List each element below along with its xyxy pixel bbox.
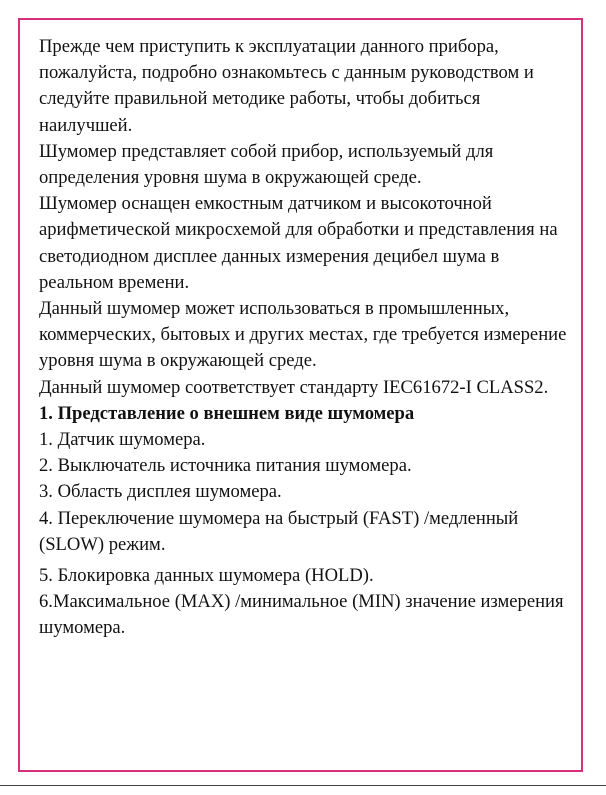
intro-paragraph: Прежде чем приступить к эксплуатации данного прибора, пожалуйста, подробно ознакомьтесь с данным руководством и следуйте правильной методике работы, чтобы добиться наилучшей. [39,36,534,136]
section-heading: 1. Представление о внешнем виде шумомера [39,402,415,424]
list-item: 2. Выключатель источника питания шумомера. [39,455,412,477]
list-item: 4. Переключение шумомера на быстрый (FAST) /медленный (SLOW) режим. [39,507,519,555]
standard-paragraph: Данный шумомер соответствует стандарту IEC61672-I CLASS2. [39,376,549,398]
intro-paragraph: Шумомер оснащен емкостным датчиком и высокоточной арифметической микросхемой для обработки и представления на светодиодном дисплее данных измерения децибел шума в реальном времени. [39,193,558,293]
list-item: 1. Датчик шумомера. [39,429,206,451]
bottom-divider [0,785,606,786]
document-body [39,34,569,642]
intro-paragraph: Данный шумомер может использоваться в промышленных, коммерческих, бытовых и других местах, где требуется измерение уровня шума в окружающей среде. [39,298,567,372]
list-item: 3. Область дисплея шумомера. [39,481,282,503]
list-item: 5. Блокировка данных шумомера (HOLD). [39,565,374,587]
intro-paragraph: Шумомер представляет собой прибор, используемый для определения уровня шума в окружающей среде. [39,140,494,189]
list-item: 6.Максимальное (MAX) /минимальное (MIN) значение измерения шумомера. [39,591,564,639]
